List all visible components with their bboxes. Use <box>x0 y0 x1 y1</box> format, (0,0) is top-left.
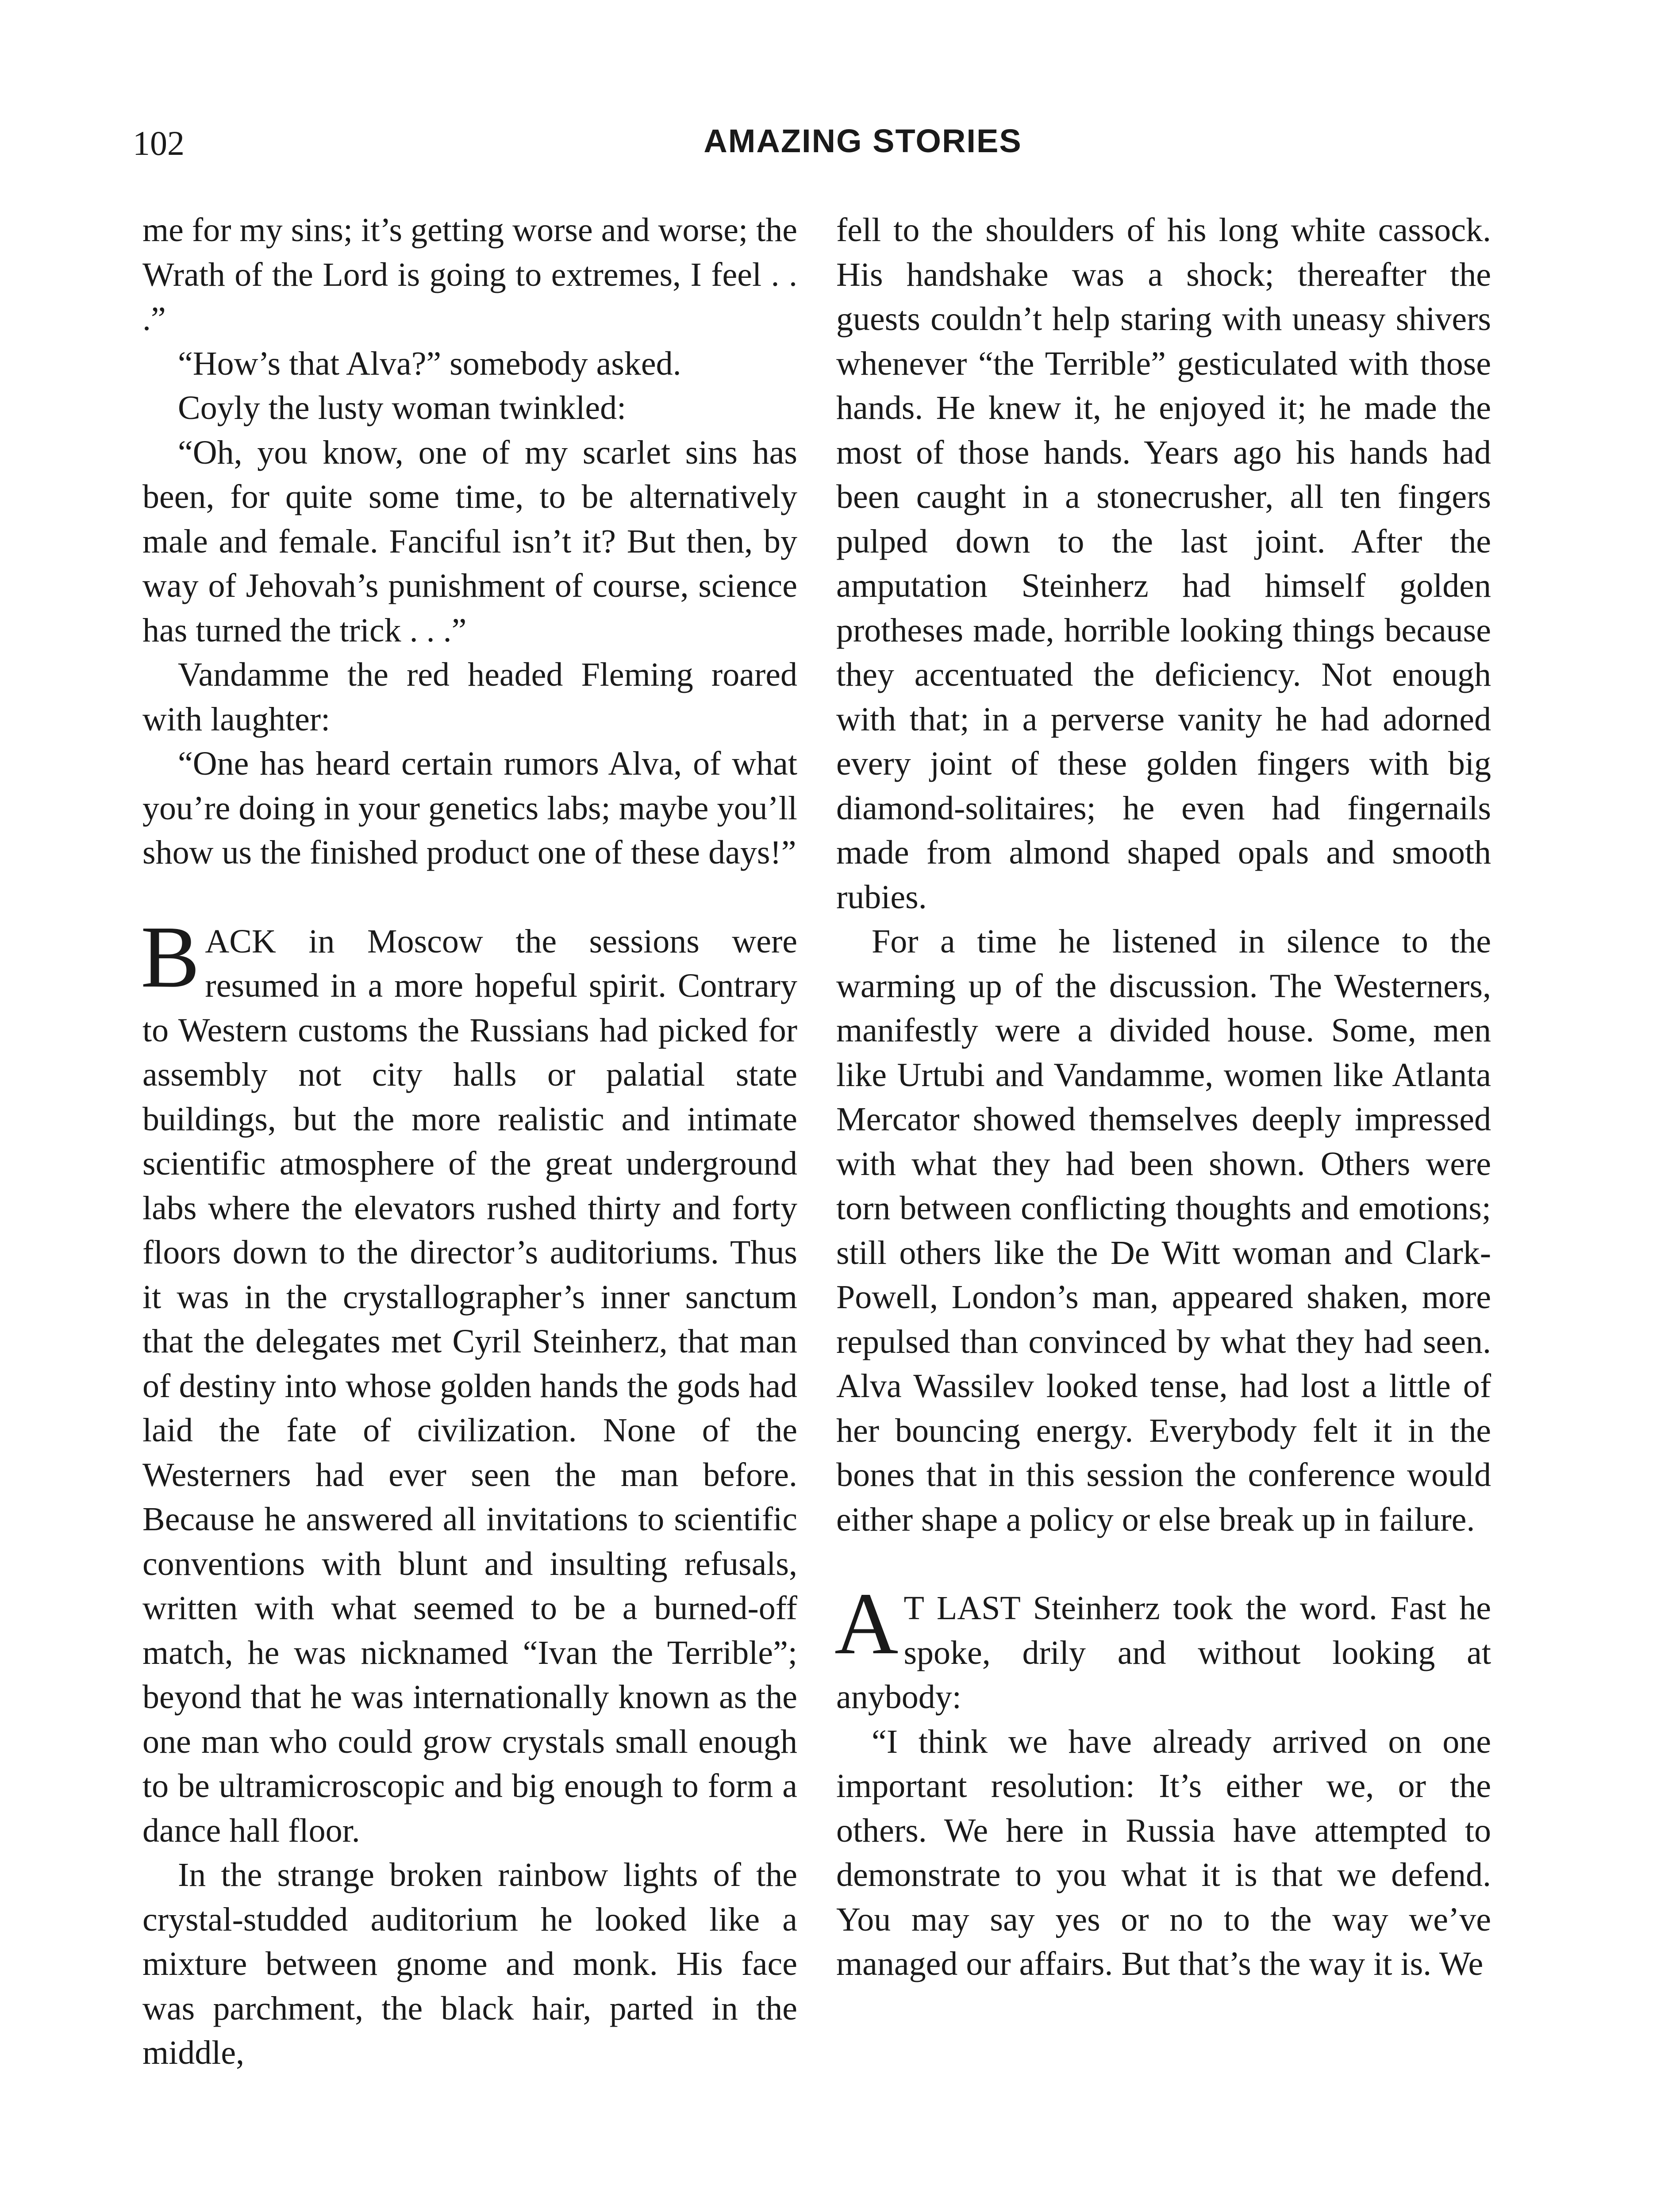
page-number: 102 <box>133 124 185 162</box>
paragraph: Coyly the lusty woman twinkled: <box>178 389 627 426</box>
paragraph: fell to the shoulders of his long white cassock. His handshake was a shock; thereafter the guests couldn’t help staring with uneasy shivers whenever “the Terrible” gesticulated with those hands. He knew it, he enjoyed it; he made the most of those hands. Years ago his hands had been caught in a stonecrusher, all ten fingers pulped down to the last joint. After the amputation Steinherz had himself golden protheses made, horrible looking things because they accentuated the deficiency. Not enough with that; in a perverse vanity he had adorned every joint of these golden fingers with big diamond-solitaires; he even had fingernails made from almond shaped opals and smooth rubies. <box>836 211 1491 916</box>
paragraph: “One has heard certain rumors Alva, of what you’re doing in your genetics labs; maybe you’ll show us the finished product one of these days!” <box>142 745 797 871</box>
section-paragraph <box>834 1575 1491 1720</box>
section-paragraph <box>141 908 797 1853</box>
paragraph: In the strange broken rainbow lights of the crystal-studded auditorium he looked like a mixture between gnome and monk. His face was parchment, the black hair, parted in the middle, <box>142 1856 797 2071</box>
drop-cap: B <box>141 908 200 1006</box>
right-column <box>836 208 1491 1986</box>
running-title: AMAZING STORIES <box>703 123 1022 159</box>
paragraph: “Oh, you know, one of my scarlet sins has been, for quite some time, to be alternatively male and female. Fanciful isn’t it? But then, by way of Jehovah’s punishment of course, science has turned the trick . . .” <box>142 434 797 649</box>
paragraph: me for my sins; it’s getting worse and worse; the Wrath of the Lord is going to extremes, I feel . . .” <box>142 211 797 338</box>
paragraph: “How’s that Alva?” somebody asked. <box>178 345 681 382</box>
paragraph: Vandamme the red headed Fleming roared with laughter: <box>142 656 797 738</box>
paragraph: For a time he listened in silence to the warming up of the discussion. The Westerners, manifestly were a divided house. Some, men like Urtubi and Vandamme, women like Atlanta Mercator showed themselves deeply impressed with what they had been shown. Others were torn between conflicting thoughts and emotions; still others like the De Witt woman and Clark-Powell, London’s man, appeared shaken, more repulsed than convinced by what they had seen. Alva Wassilev looked tense, had lost a little of her bouncing energy. Everybody felt it in the bones that in this session the conference would either shape a policy or else break up in failure. <box>836 923 1491 1538</box>
paragraph-text: T LAST Steinherz took the word. Fast he spoke, drily and without looking at anybody: <box>836 1590 1491 1716</box>
paragraph: “I think we have already arrived on one important resolution: It’s either we, or the others. We here in Russia have attempted to demonstrate to you what it is that we defend. You may say yes or no to the way we’ve managed our affairs. But that’s the way it is. We <box>836 1723 1491 1982</box>
paragraph-text: ACK in Moscow the sessions were resumed in a more hopeful spirit. Contrary to Western customs the Russians had picked for assembly not city halls or palatial state buildings, but the more realistic and intimate scientific atmosphere of the great underground labs where the elevators rushed thirty and forty floors down to the director’s auditoriums. Thus it was in the crystallographer’s inner sanctum that the delegates met Cyril Steinherz, that man of destiny into whose golden hands the gods had laid the fate of civilization. None of the Westerners had ever seen the man before. Because he answered all invitations to scientific conventions with blunt and insulting refusals, written with what seemed to be a burned-off match, he was nicknamed “Ivan the Terrible”; beyond that he was internationally known as the one man who could grow crystals small enough to be ultramicroscopic and big enough to form a dance hall floor. <box>142 922 797 1849</box>
left-column <box>142 208 797 2075</box>
drop-cap: A <box>834 1575 899 1673</box>
